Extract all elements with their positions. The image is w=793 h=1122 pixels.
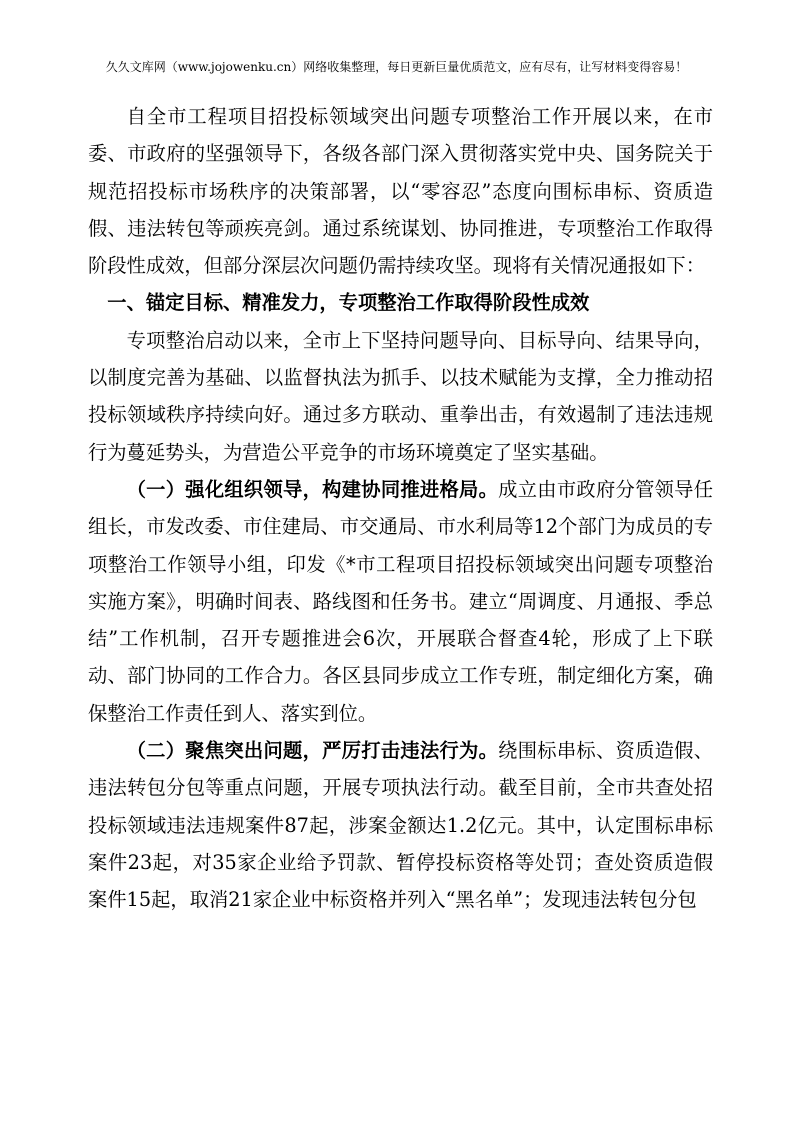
subsection-2-paragraph — [88, 732, 713, 918]
subsection-2-lead: （二）聚焦突出问题，严厉打击违法行为。 — [126, 739, 499, 763]
subsection-1-text: 成立由市政府分管领导任组长，市发改委、市住建局、市交通局、市水利局等12个部门为成员的专项整治工作领导小组，印发《*市工程项目招投标领域突出问题专项整治实施方案》，明确时间表、路线图和任务书。建立“周调度、月通报、季总结”工作机制，召开专题推进会6次，开展联合督查4轮，形成了上下联动、部门协同的工作合力。各区县同步成立工作专班，制定细化方案，确保整治工作责任到人、落实到位。 — [88, 477, 714, 725]
page-header: 久久文库网（www.jojowenku.cn）网络收集整理，每日更新巨量优质范文，应有尽有，让写材料变得容易！ — [105, 60, 688, 74]
section-1-paragraph: 专项整治启动以来，全市上下坚持问题导向、目标导向、结果导向，以制度完善为基础、以监督执法为抓手、以技术赋能为支撑，全力推动招投标领域秩序持续向好。通过多方联动、重拳出击，有效遏制了违法违规行为蔓延势头，为营造公平竞争的市场环境奠定了坚实基础。 — [88, 328, 713, 464]
subsection-2-text: 绕围标串标、资质造假、违法转包分包等重点问题，开展专项执法行动。截至目前，全市共查处招投标领域违法违规案件87起，涉案金额达1.2亿元。其中，认定围标串标案件23起，对35家企业给予罚款、暂停投标资格等处罚；查处资质造假案件15起，取消21家企业中标资格并列入“黑名单”；发现违法转包分包 — [88, 739, 714, 912]
subsection-1-paragraph — [88, 471, 713, 732]
section-1-heading: 一、锚定目标、精准发力，专项整治工作取得阶段性成效 — [107, 291, 590, 315]
subsection-1-lead: （一）强化组织领导，构建协同推进格局。 — [126, 477, 499, 501]
intro-paragraph: 自全市工程项目招投标领域突出问题专项整治工作开展以来，在市委、市政府的坚强领导下，各级各部门深入贯彻落实党中央、国务院关于规范招投标市场秩序的决策部署，以“零容忍”态度向围标串标、资质造假、违法转包等顽疾亮剑。通过系统谋划、协同推进，专项整治工作取得阶段性成效，但部分深层次问题仍需持续攻坚。现将有关情况通报如下： — [88, 105, 713, 278]
document-body — [88, 98, 713, 919]
